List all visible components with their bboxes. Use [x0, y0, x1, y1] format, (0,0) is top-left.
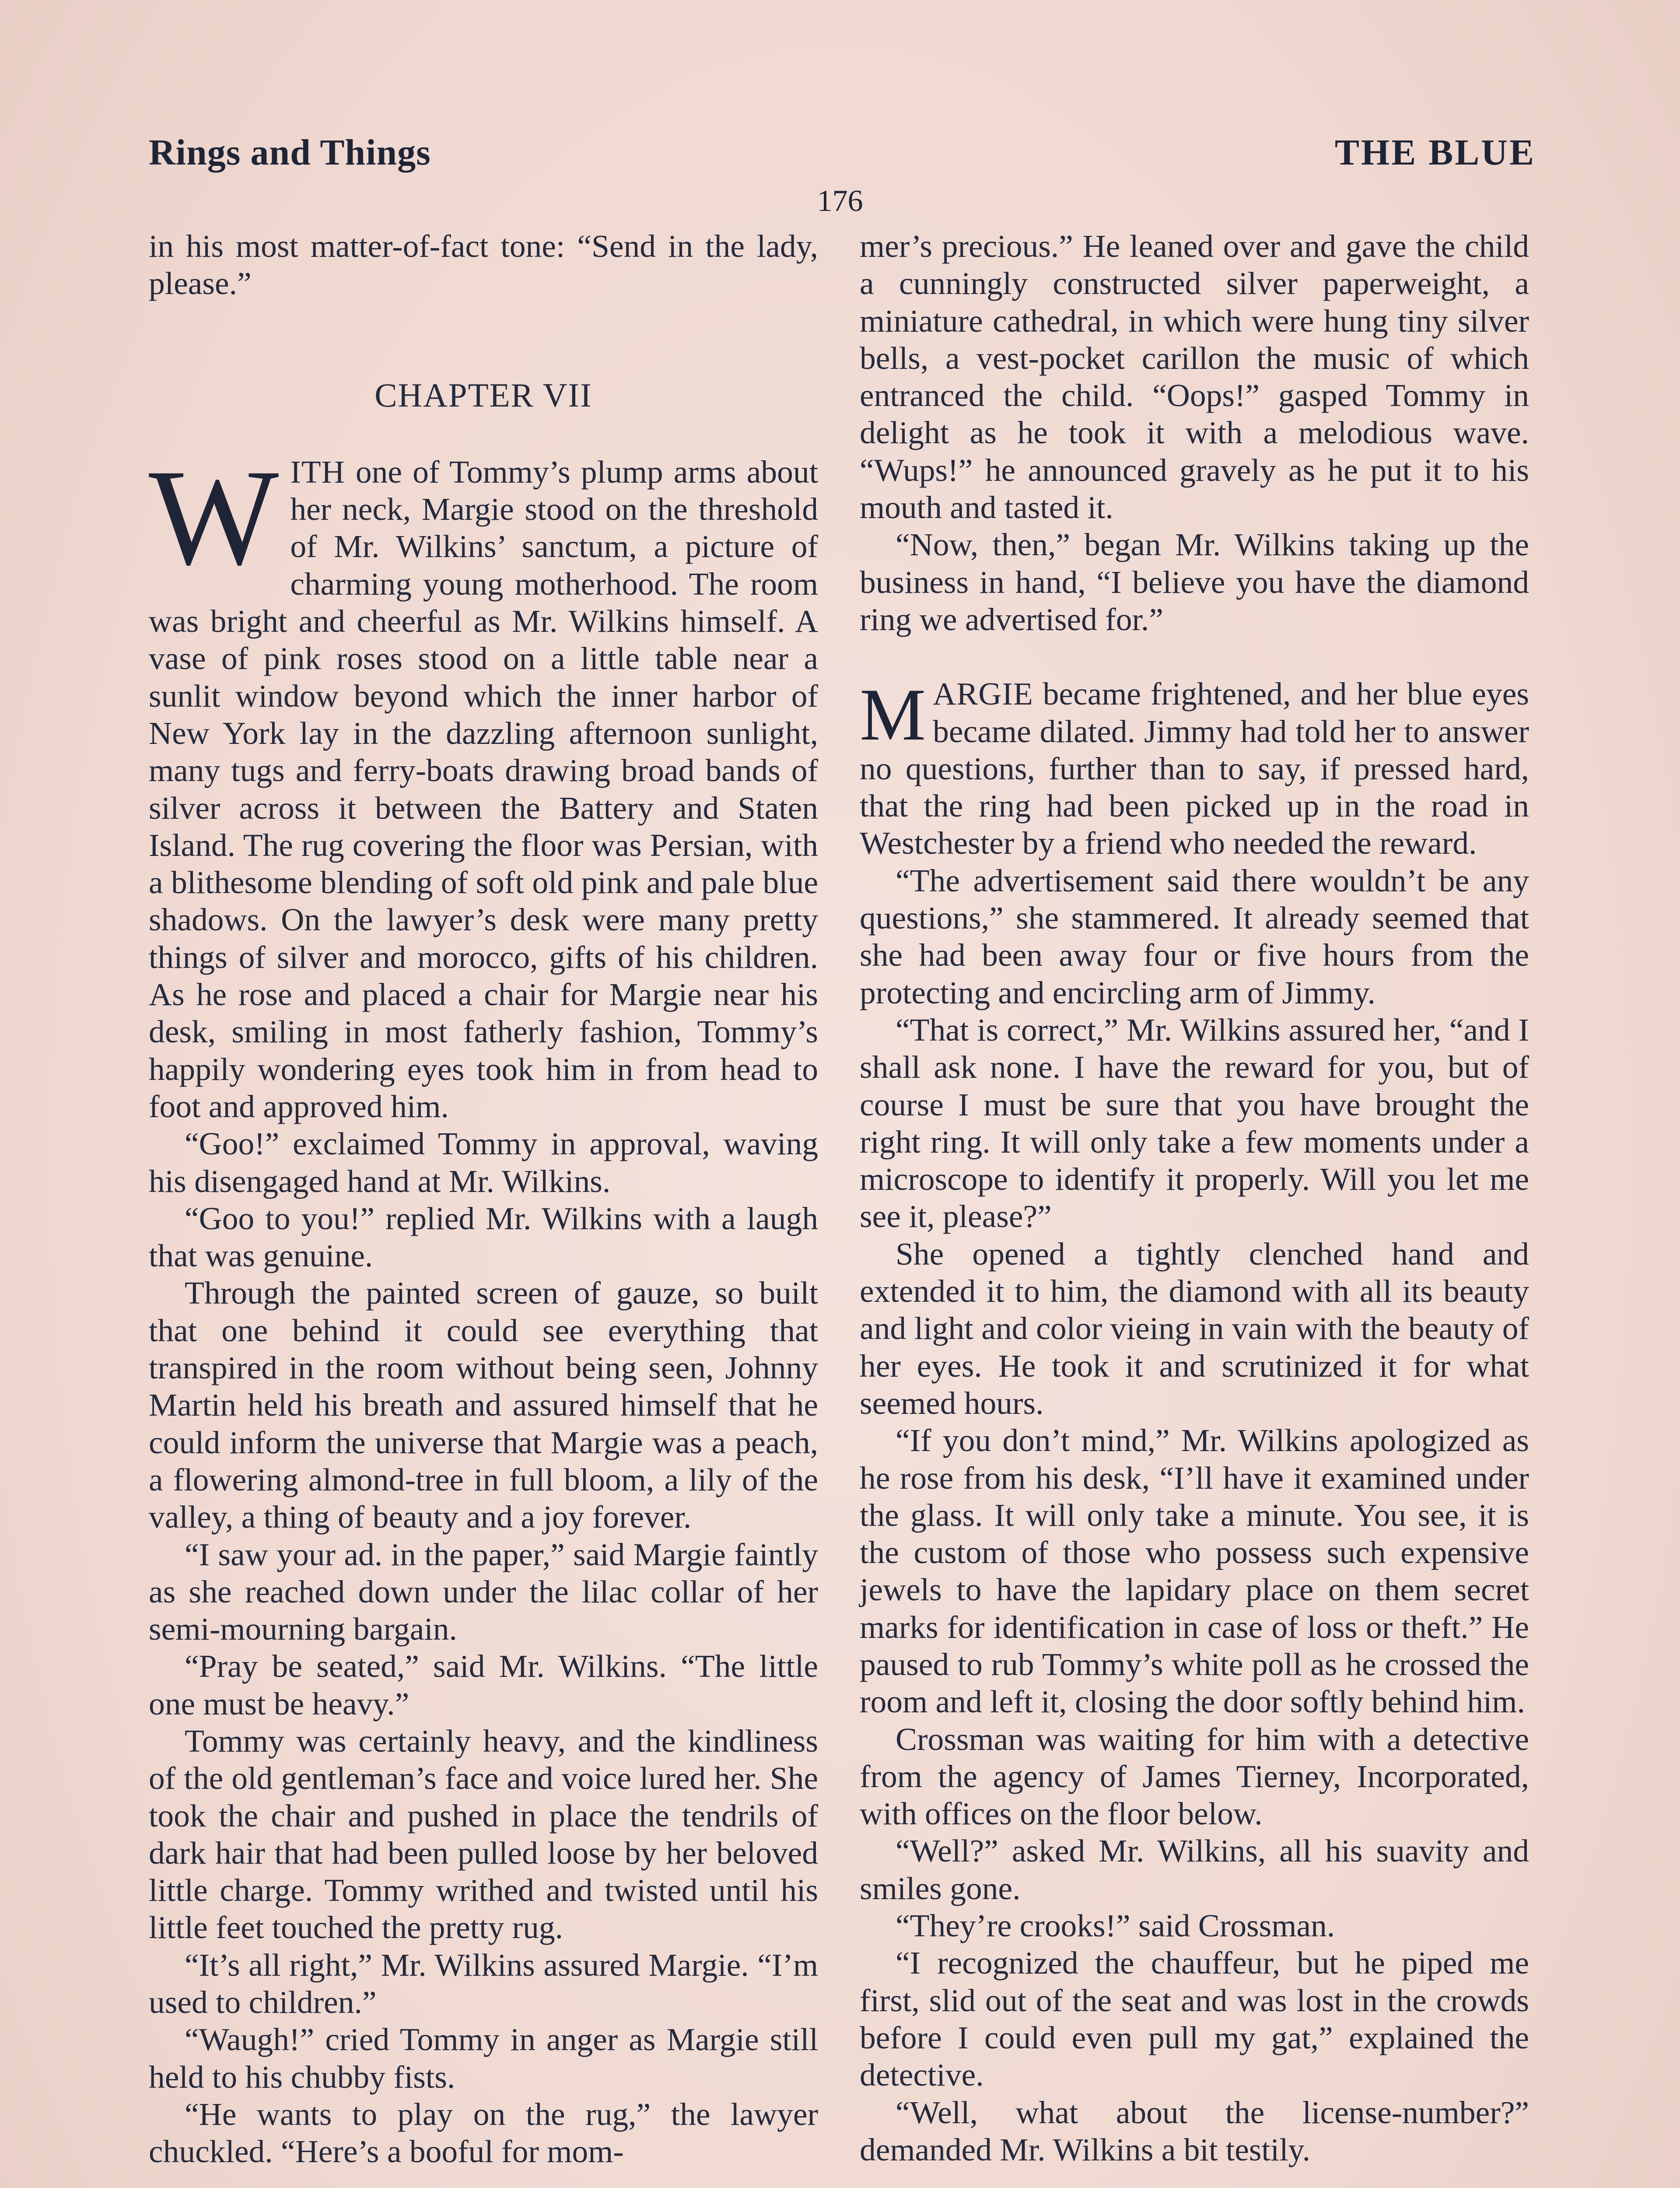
running-header-magazine: THE BLUE — [1334, 132, 1536, 173]
paragraph: “It’s all right,” Mr. Wilkins assured Margie. “I’m used to children.” — [149, 1947, 818, 2020]
paragraph: “Well, what about the license-number?” demanded Mr. Wilkins a bit testily. — [860, 2094, 1529, 2167]
section-opening-paragraph — [860, 675, 1529, 862]
paragraph: Tommy was certainly heavy, and the kindliness of the old gentleman’s face and voice lured her. She took the chair and pushed in place the tendrils of dark hair that had been pulled loose by her beloved little charge. Tommy writhed and twisted until his little feet touched the pretty rug. — [149, 1723, 818, 1946]
right-column — [860, 228, 1529, 2168]
paragraph: “They’re crooks!” said Crossman. — [896, 1908, 1335, 1944]
chapter-opening-paragraph — [149, 441, 818, 1125]
paragraph: “I recognized the chauffeur, but he piped me first, slid out of the seat and was lost in the crowds before I could even pull my gat,” explained the detective. — [860, 1945, 1529, 2093]
paragraph: “Well?” asked Mr. Wilkins, all his suavity and smiles gone. — [860, 1833, 1529, 1906]
paragraph: “Pray be seated,” said Mr. Wilkins. “The little one must be heavy.” — [149, 1648, 818, 1722]
paragraph: She opened a tightly clenched hand and extended it to him, the diamond with all its beauty and light and color vieing in vain with the beauty of her eyes. He took it and scrutinized it for what seemed hours. — [860, 1236, 1529, 1421]
paragraph: “Goo to you!” replied Mr. Wilkins with a laugh that was genuine. — [149, 1200, 818, 1274]
page-number: 176 — [817, 184, 863, 218]
paragraph: “If you don’t mind,” Mr. Wilkins apologized as he rose from his desk, “I’ll have it examined under the glass. It will only take a minute. You see, it is the custom of those who possess such expensive jewels to have the lapidary place on them secret marks for identification in case of loss or theft.” He paused to rub Tommy’s white poll as he crossed the room and left it, closing the door softly behind him. — [860, 1423, 1529, 1720]
section-break — [860, 638, 1529, 675]
paragraph: “Waugh!” cried Tommy in anger as Margie still held to his chubby fists. — [149, 2022, 818, 2095]
paragraph: “That is correct,” Mr. Wilkins assured her, “and I shall ask none. I have the reward for you, but of course I must be sure that you have brought the right ring. It will only take a few moments under a microscope to identify it properly. Will you let me see it, please?” — [860, 1012, 1529, 1234]
paragraph: “Goo!” exclaimed Tommy in approval, waving his disengaged hand at Mr. Wilkins. — [149, 1126, 818, 1199]
paragraph: “I saw your ad. in the paper,” said Margie faintly as she reached down under the lilac collar of her semi-mourning bargain. — [149, 1536, 818, 1647]
opening-small-caps: ITH — [290, 454, 345, 490]
paragraph: Crossman was waiting for him with a detective from the agency of James Tierney, Incorporated, with offices on the floor below. — [860, 1721, 1529, 1832]
paragraph: “He wants to play on the rug,” the lawyer chuckled. “Here’s a booful for mom- — [149, 2096, 818, 2170]
paragraph: mer’s precious.” He leaned over and gave the child a cunningly constructed silver paperweight, a miniature cathedral, in which were hung tiny silver bells, a vest-pocket carillon the music of which entranced the child. “Oops!” gasped Tommy in delight as he took it with a melodious wave. “Wups!” he announced gravely as he put it to his mouth and tasted it. — [860, 228, 1529, 526]
drop-cap: W — [149, 441, 279, 594]
paragraph: in his most matter-of-fact tone: “Send in the lady, please.” — [149, 228, 818, 302]
chapter-heading: CHAPTER VII — [374, 376, 592, 414]
paragraph: “The advertisement said there wouldn’t be any questions,” she stammered. It already seemed that she had been away four or five hours from the protecting and encircling arm of Jimmy. — [860, 863, 1529, 1010]
left-column — [149, 228, 818, 2170]
opening-small-caps: ARGIE — [933, 676, 1033, 712]
paragraph: Through the painted screen of gauze, so built that one behind it could see everything that transpired in the room without being seen, Johnny Martin held his breath and assured himself that he could inform the universe that Margie was a peach, a flowering almond-tree in full bloom, a lily of the valley, a thing of beauty and a joy forever. — [149, 1275, 818, 1535]
running-header-title: Rings and Things — [149, 132, 431, 173]
paragraph-text: one of Tommy’s plump arms about her neck, Margie stood on the threshold of Mr. Wilkins’ sanctum, a picture of charming young motherhood. The room was bright and cheerful as Mr. Wilkins himself. A vase of pink roses stood on a little table near a sunlit window beyond which the inner harbor of New York lay in the dazzling afternoon sunlight, many tugs and ferry-boats drawing broad bands of silver across it between the Battery and Staten Island. The rug covering the floor was Persian, with a blithesome blending of soft old pink and pale blue shadows. On the lawyer’s desk were many pretty things of silver and morocco, gifts of his children. As he rose and placed a chair for Margie near his desk, smiling in most fatherly fashion, Tommy’s happily wondering eyes took him in from head to foot and approved him. — [149, 454, 818, 1124]
paragraph: “Now, then,” began Mr. Wilkins taking up the business in hand, “I believe you have the diamond ring we advertised for.” — [860, 527, 1529, 637]
paragraph-text: became frightened, and her blue eyes became dilated. Jimmy had told her to answer no questions, further than to say, if pressed hard, that the ring had been picked up in the road in Westchester by a friend who needed the reward. — [860, 676, 1529, 861]
drop-cap: M — [860, 673, 926, 756]
